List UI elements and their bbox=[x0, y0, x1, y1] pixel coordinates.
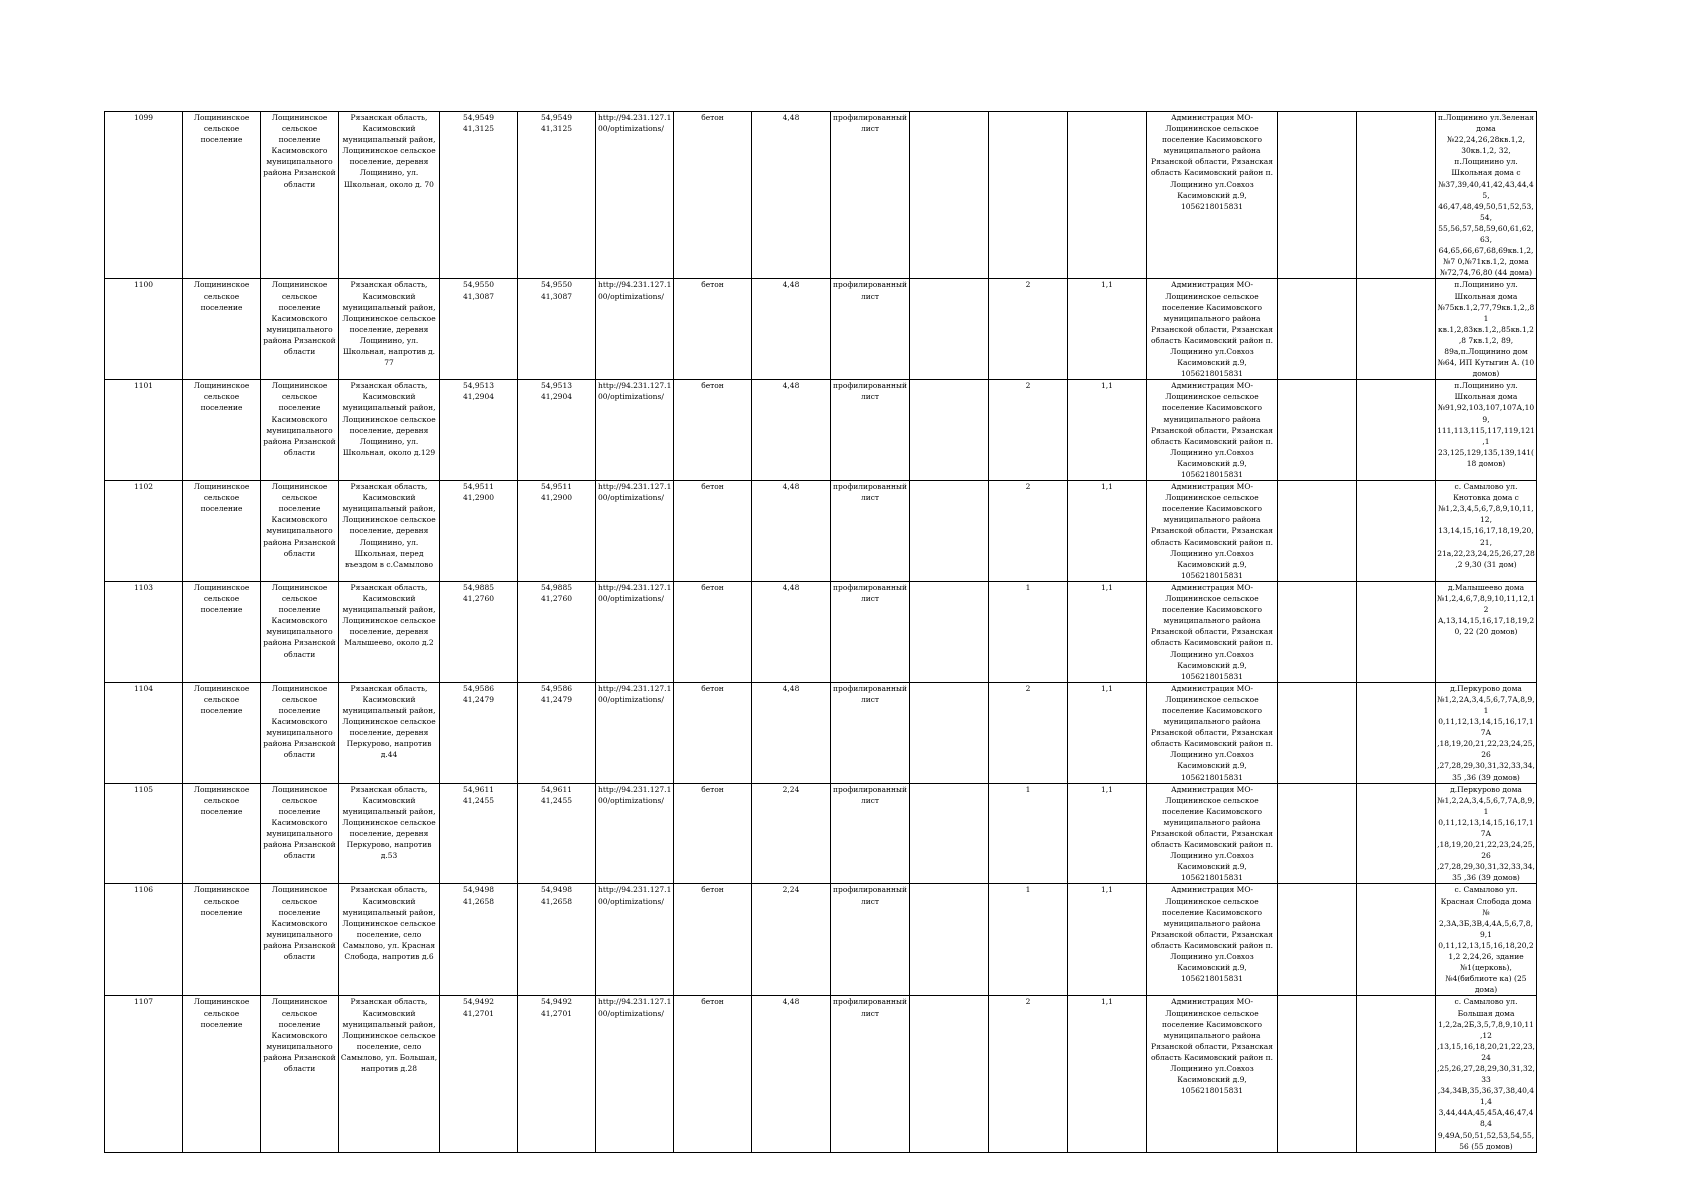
container-volume-cell: 1,1 bbox=[1068, 481, 1147, 582]
latitude-value: 54,9549 bbox=[462, 113, 494, 122]
latitude-value: 54,9511 bbox=[540, 482, 572, 492]
longitude-value: 41,2760 bbox=[540, 594, 572, 604]
owner-cell: Администрация МО-Лощининское сельское поселение Касимовского муниципального района Рязанской области, Рязанская область Касимовский район п. Лощинино ул.Совхоз Касимовский д.9, 1056218015831 bbox=[1147, 279, 1278, 380]
coordinates-cell bbox=[440, 380, 518, 481]
coordinates-cell bbox=[440, 481, 518, 582]
owner-cell: Администрация МО-Лощининское сельское поселение Касимовского муниципального района Рязанской области, Рязанская область Касимовский район п. Лощинино ул.Совхоз Касимовский д.9, 1056218015831 bbox=[1147, 884, 1278, 996]
empty-cell bbox=[1357, 884, 1436, 996]
container-volume-cell bbox=[1068, 112, 1147, 279]
latitude-value: 54,9611 bbox=[540, 784, 572, 794]
empty-cell bbox=[910, 112, 989, 279]
container-count-cell: 2 bbox=[989, 279, 1068, 380]
empty-cell bbox=[1278, 783, 1357, 884]
municipality-cell: Лощининское сельское поселение Касимовского муниципального района Рязанской области bbox=[261, 380, 339, 481]
longitude-value: 41,2701 bbox=[462, 1008, 494, 1018]
coordinates-cell bbox=[440, 112, 518, 279]
table-row bbox=[105, 581, 1537, 682]
settlement-cell: Лощининское сельское поселение bbox=[183, 682, 261, 783]
empty-cell bbox=[1278, 884, 1357, 996]
waste-sources-cell: с. Самылово ул. Большая дома 1,2,2а,2Б,3,5,7,8,9,10,11,12 ,13,15,16,18,20,21,22,23,24 ,25,26,27,28,29,30,31,32,33 ,34,34В,35,36,37,38,40,41,4 3,44,44А,45,45А,46,47,48,4 9,49А,50,51,52,53,54,55,56 (55 домов) bbox=[1437, 997, 1535, 1151]
container-volume-cell: 1,1 bbox=[1068, 581, 1147, 682]
longitude-value: 41,2479 bbox=[540, 694, 572, 704]
area-cell: 2,24 bbox=[752, 884, 831, 996]
empty-cell bbox=[1357, 682, 1436, 783]
owner-cell: Администрация МО-Лощининское сельское поселение Касимовского муниципального района Рязанской области, Рязанская область Касимовский район п. Лощинино ул.Совхоз Касимовский д.9, 1056218015831 bbox=[1147, 481, 1278, 582]
row-number: 1101 bbox=[105, 380, 183, 481]
empty-cell bbox=[1278, 380, 1357, 481]
latitude-value: 54,9885 bbox=[462, 582, 494, 592]
coordinates-cell bbox=[440, 884, 518, 996]
area-cell: 4,48 bbox=[752, 581, 831, 682]
address-cell: Рязанская область, Касимовский муниципальный район, Лощининское сельское поселение, село Самылово, ул. Красная Слобода, напротив д.6 bbox=[339, 884, 440, 996]
latitude-value: 54,9511 bbox=[462, 482, 494, 492]
container-count-cell: 2 bbox=[989, 996, 1068, 1152]
schedule-link-cell[interactable]: http://94.231.127.100/optimizations/ bbox=[596, 279, 674, 380]
owner-cell: Администрация МО-Лощининское сельское поселение Касимовского муниципального района Рязанской области, Рязанская область Касимовский район п. Лощинино ул.Совхоз Касимовский д.9, 1056218015831 bbox=[1147, 581, 1278, 682]
surface-type-cell: бетон bbox=[674, 279, 752, 380]
surface-type-cell: бетон bbox=[674, 581, 752, 682]
waste-sources-cell: с. Самылово ул. Кнотовка дома с №1,2,3,4,5,6,7,8,9,10,11,12, 13,14,15,16,17,18,19,20,21, 21а,22,23,24,25,26,27,28,2 9,30 (31 дом) bbox=[1436, 481, 1537, 582]
address-cell: Рязанская область, Касимовский муниципальный район, Лощининское сельское поселение, деревня Малышеево, около д.2 bbox=[339, 581, 440, 682]
latitude-value: 54,9586 bbox=[540, 683, 572, 693]
row-number: 1104 bbox=[105, 682, 183, 783]
empty-cell bbox=[1278, 682, 1357, 783]
coordinates-cell bbox=[440, 682, 518, 783]
latitude-value: 54,9492 bbox=[540, 997, 572, 1007]
row-number: 1099 bbox=[105, 112, 183, 279]
container-count-cell: 2 bbox=[989, 481, 1068, 582]
row-number: 1107 bbox=[105, 996, 183, 1152]
table-row bbox=[105, 996, 1537, 1152]
latitude-value: 54,9586 bbox=[462, 683, 494, 693]
empty-cell bbox=[1278, 481, 1357, 582]
municipality-cell: Лощининское сельское поселение Касимовского муниципального района Рязанской области bbox=[261, 581, 339, 682]
longitude-value: 41,2658 bbox=[462, 896, 494, 906]
fence-material-cell: профилированный лист bbox=[831, 783, 910, 884]
waste-sources-cell: п.Лощинино ул.Зеленая дома №22,24,26,28кв.1,2, 30кв.1,2, 32, п.Лощинино ул. Школьная дома с №37,39,40,41,42,43,44,45, 46,47,48,49,50,51,52,53,54, 55,56,57,58,59,60,61,62,63, 64,65,66,67,68,69кв.1,2,№7 0,№71кв.1,2, дома №72,74,76,80 (44 дома) bbox=[1436, 112, 1537, 279]
container-volume-cell: 1,1 bbox=[1068, 783, 1147, 884]
waste-sources-cell: д.Перкурово дома №1,2,2А,3,4,5,6,7,7А,8,9,1 0,11,12,13,14,15,16,17,17А ,18,19,20,21,22,23,24,25,26 ,27,28,29,30,31,32,33,34,35 ,36 (39 домов) bbox=[1437, 683, 1535, 782]
municipality-cell: Лощининское сельское поселение Касимовского муниципального района Рязанской области bbox=[261, 682, 339, 783]
coordinates-cell-2 bbox=[518, 112, 596, 279]
table-row bbox=[105, 112, 1537, 279]
schedule-link-cell[interactable]: http://94.231.127.100/optimizations/ bbox=[596, 783, 674, 884]
address-cell: Рязанская область, Касимовский муниципальный район, Лощининское сельское поселение, деревня Лощинино, ул. Школьная, напротив д. 77 bbox=[339, 279, 440, 380]
coordinates-cell-2 bbox=[518, 581, 596, 682]
container-volume-cell: 1,1 bbox=[1068, 682, 1147, 783]
empty-cell bbox=[1357, 279, 1436, 380]
empty-cell bbox=[1357, 481, 1436, 582]
fence-material-cell: профилированный лист bbox=[831, 112, 910, 279]
table-row bbox=[105, 279, 1537, 380]
surface-type-cell: бетон bbox=[674, 783, 752, 884]
longitude-value: 41,2701 bbox=[540, 1008, 572, 1018]
longitude-value: 41,2904 bbox=[462, 392, 494, 402]
coordinates-cell-2 bbox=[518, 996, 596, 1152]
empty-cell bbox=[910, 380, 989, 481]
container-count-cell: 1 bbox=[989, 581, 1068, 682]
latitude-value: 54,9498 bbox=[540, 885, 572, 895]
coordinates-cell-2 bbox=[518, 279, 596, 380]
area-cell: 4,48 bbox=[752, 996, 831, 1152]
table-row bbox=[105, 682, 1537, 783]
latitude-value: 54,9498 bbox=[462, 885, 494, 895]
longitude-value: 41,2904 bbox=[540, 392, 572, 402]
row-number: 1103 bbox=[105, 581, 183, 682]
surface-type-cell: бетон bbox=[674, 884, 752, 996]
municipality-cell: Лощининское сельское поселение Касимовского муниципального района Рязанской области bbox=[261, 112, 339, 279]
container-count-cell: 2 bbox=[989, 682, 1068, 783]
empty-cell bbox=[1357, 380, 1436, 481]
longitude-value: 41,3087 bbox=[540, 291, 572, 301]
coordinates-cell-2 bbox=[518, 783, 596, 884]
container-volume-cell: 1,1 bbox=[1068, 996, 1147, 1152]
empty-cell bbox=[910, 581, 989, 682]
coordinates-cell bbox=[440, 279, 518, 380]
empty-cell bbox=[1357, 783, 1436, 884]
latitude-value: 54,9550 bbox=[462, 280, 494, 290]
container-volume-cell: 1,1 bbox=[1068, 279, 1147, 380]
waste-sources-cell: д.Малышеево дома №1,2,4,6,7,8,9,10,11,12,12 А,13,14,15,16,17,18,19,20, 22 (20 домов) bbox=[1436, 581, 1537, 682]
container-count-cell bbox=[989, 112, 1068, 279]
municipality-cell: Лощининское сельское поселение Касимовского муниципального района Рязанской области bbox=[261, 481, 339, 582]
container-volume-cell: 1,1 bbox=[1068, 884, 1147, 996]
table-row bbox=[105, 783, 1537, 884]
waste-sources-cell: д.Перкурово дома №1,2,2А,3,4,5,6,7,7А,8,9,1 0,11,12,13,14,15,16,17,17А ,18,19,20,21,22,23,24,25,26 ,27,28,29,30,31,32,33,34,35 ,36 (39 домов) bbox=[1437, 784, 1535, 883]
empty-cell bbox=[910, 884, 989, 996]
longitude-value: 41,3087 bbox=[462, 291, 494, 301]
municipality-cell: Лощининское сельское поселение Касимовского муниципального района Рязанской области bbox=[261, 279, 339, 380]
row-number: 1102 bbox=[105, 481, 183, 582]
waste-sources-cell: п.Лощинино ул. Школьная дома №75кв.1,2,77,79кв.1,2,,81 кв.1,2,83кв.1,2,,85кв.1,2,8 7кв.1,2, 89, 89а,п.Лощинино дом №64, ИП Кутыгин А. (10 домов) bbox=[1436, 279, 1537, 380]
settlement-cell: Лощининское сельское поселение bbox=[183, 996, 261, 1152]
latitude-value: 54,9513 bbox=[462, 381, 494, 391]
fence-material-cell: профилированный лист bbox=[831, 581, 910, 682]
settlement-cell: Лощининское сельское поселение bbox=[183, 279, 261, 380]
waste-sources-cell: п.Лощинино ул. Школьная дома №91,92,103,107,107А,109, 111,113,115,117,119,121,1 23,125,129,135,139,141(18 домов) bbox=[1436, 380, 1537, 481]
area-cell: 4,48 bbox=[752, 380, 831, 481]
empty-cell bbox=[910, 481, 989, 582]
longitude-value: 41,2455 bbox=[540, 795, 572, 805]
surface-type-cell: бетон bbox=[674, 682, 752, 783]
row-number: 1100 bbox=[105, 279, 183, 380]
longitude-value: 41,2900 bbox=[462, 493, 494, 503]
owner-cell: Администрация МО-Лощининское сельское поселение Касимовского муниципального района Рязанской области, Рязанская область Касимовский район п. Лощинино ул.Совхоз Касимовский д.9, 1056218015831 bbox=[1147, 112, 1278, 279]
address-cell: Рязанская область, Касимовский муниципальный район, Лощининское сельское поселение, деревня Перкурово, напротив д.53 bbox=[339, 783, 440, 884]
address-cell: Рязанская область, Касимовский муниципальный район, Лощининское сельское поселение, деревня Лощинино, ул. Школьная, около д.129 bbox=[339, 380, 440, 481]
waste-sources-cell: с. Самылово ул. Красная Слобода дома № 2,3А,3Б,3В,4,4А,5,6,7,8,9,1 0,11,12,13,15,16,18,20,21,2 2,24,26, здание №1(церковь),№4(библиоте ка) (25 дома) bbox=[1436, 884, 1537, 996]
owner-cell: Администрация МО-Лощининское сельское поселение Касимовского муниципального района Рязанской области, Рязанская область Касимовский район п. Лощинино ул.Совхоз Касимовский д.9, 1056218015831 bbox=[1147, 682, 1278, 783]
address-cell: Рязанская область, Касимовский муниципальный район, Лощининское сельское поселение, деревня Перкурово, напротив д.44 bbox=[339, 682, 440, 783]
latitude-value: 54,9550 bbox=[540, 280, 572, 290]
longitude-value: 41,3125 bbox=[462, 124, 494, 134]
owner-cell: Администрация МО-Лощининское сельское поселение Касимовского муниципального района Рязанской области, Рязанская область Касимовский район п. Лощинино ул.Совхоз Касимовский д.9, 1056218015831 bbox=[1147, 783, 1278, 884]
area-cell: 2,24 bbox=[752, 783, 831, 884]
empty-cell bbox=[1278, 279, 1357, 380]
empty-cell bbox=[910, 783, 989, 884]
settlement-cell: Лощининское сельское поселение bbox=[183, 380, 261, 481]
longitude-value: 41,2479 bbox=[462, 694, 494, 704]
fence-material-cell: профилированный лист bbox=[831, 279, 910, 380]
fence-material-cell: профилированный лист bbox=[831, 380, 910, 481]
coordinates-cell bbox=[440, 581, 518, 682]
municipality-cell: Лощининское сельское поселение Касимовского муниципального района Рязанской области bbox=[261, 996, 339, 1152]
address-cell: Рязанская область, Касимовский муниципальный район, Лощининское сельское поселение, село Самылово, ул. Большая, напротив д.28 bbox=[339, 996, 440, 1152]
address-cell: Рязанская область, Касимовский муниципальный район, Лощининское сельское поселение, деревня Лощинино, ул. Школьная, около д. 70 bbox=[339, 112, 440, 279]
address-cell: Рязанская область, Касимовский муниципальный район, Лощининское сельское поселение, деревня Лощинино, ул. Школьная, перед въездом в с.Самылово bbox=[339, 481, 440, 582]
registry-table-body bbox=[105, 112, 1537, 1153]
longitude-value: 41,2900 bbox=[540, 493, 572, 503]
area-cell: 4,48 bbox=[752, 279, 831, 380]
schedule-link-cell[interactable]: http://94.231.127.100/optimizations/ bbox=[596, 112, 674, 279]
row-number: 1106 bbox=[105, 884, 183, 996]
coordinates-cell bbox=[440, 783, 518, 884]
surface-type-cell: бетон bbox=[674, 380, 752, 481]
settlement-cell: Лощининское сельское поселение bbox=[183, 783, 261, 884]
container-count-cell: 1 bbox=[989, 884, 1068, 996]
municipality-cell: Лощининское сельское поселение Касимовского муниципального района Рязанской области bbox=[261, 884, 339, 996]
settlement-cell: Лощининское сельское поселение bbox=[183, 481, 261, 582]
schedule-link-cell[interactable]: http://94.231.127.100/optimizations/ bbox=[596, 996, 674, 1152]
table-row bbox=[105, 481, 1537, 582]
table-row bbox=[105, 380, 1537, 481]
surface-type-cell: бетон bbox=[674, 996, 752, 1152]
empty-cell bbox=[1357, 112, 1436, 279]
fence-material-cell: профилированный лист bbox=[831, 682, 910, 783]
coordinates-cell-2 bbox=[518, 380, 596, 481]
municipality-cell: Лощининское сельское поселение Касимовского муниципального района Рязанской области bbox=[261, 783, 339, 884]
registry-table bbox=[104, 111, 1537, 1153]
empty-cell bbox=[910, 279, 989, 380]
owner-cell: Администрация МО-Лощининское сельское поселение Касимовского муниципального района Рязанской области, Рязанская область Касимовский район п. Лощинино ул.Совхоз Касимовский д.9, 1056218015831 bbox=[1147, 380, 1278, 481]
schedule-link-cell[interactable]: http://94.231.127.100/optimizations/ bbox=[596, 481, 674, 582]
container-volume-cell: 1,1 bbox=[1068, 380, 1147, 481]
empty-cell bbox=[910, 682, 989, 783]
latitude-value: 54,9885 bbox=[540, 582, 572, 592]
empty-cell bbox=[1278, 581, 1357, 682]
empty-cell bbox=[1278, 996, 1357, 1152]
coordinates-cell-2 bbox=[518, 682, 596, 783]
area-cell: 4,48 bbox=[752, 112, 831, 279]
coordinates-cell-2 bbox=[518, 884, 596, 996]
empty-cell bbox=[1278, 112, 1357, 279]
longitude-value: 41,3125 bbox=[540, 124, 572, 134]
latitude-value: 54,9513 bbox=[540, 381, 572, 391]
latitude-value: 54,9611 bbox=[462, 784, 494, 794]
settlement-cell: Лощининское сельское поселение bbox=[183, 581, 261, 682]
surface-type-cell: бетон bbox=[674, 112, 752, 279]
fence-material-cell: профилированный лист bbox=[831, 481, 910, 582]
area-cell: 4,48 bbox=[752, 481, 831, 582]
fence-material-cell: профилированный лист bbox=[831, 996, 910, 1152]
schedule-link-cell[interactable]: http://94.231.127.100/optimizations/ bbox=[596, 884, 674, 996]
table-row bbox=[105, 884, 1537, 996]
fence-material-cell: профилированный лист bbox=[831, 884, 910, 996]
latitude-value: 54,9492 bbox=[462, 997, 494, 1007]
surface-type-cell: бетон bbox=[674, 481, 752, 582]
longitude-value: 41,2455 bbox=[462, 795, 494, 805]
coordinates-cell bbox=[440, 996, 518, 1152]
schedule-link-cell[interactable]: http://94.231.127.100/optimizations/ bbox=[596, 682, 674, 783]
settlement-cell: Лощининское сельское поселение bbox=[183, 112, 261, 279]
container-count-cell: 1 bbox=[989, 783, 1068, 884]
schedule-link-cell[interactable]: http://94.231.127.100/optimizations/ bbox=[596, 581, 674, 682]
schedule-link-cell[interactable]: http://94.231.127.100/optimizations/ bbox=[596, 380, 674, 481]
longitude-value: 41,2760 bbox=[462, 594, 494, 604]
longitude-value: 41,2658 bbox=[540, 896, 572, 906]
area-cell: 4,48 bbox=[752, 682, 831, 783]
row-number: 1105 bbox=[105, 783, 183, 884]
owner-cell: Администрация МО-Лощининское сельское поселение Касимовского муниципального района Рязанской области, Рязанская область Касимовский район п. Лощинино ул.Совхоз Касимовский д.9, 1056218015831 bbox=[1147, 996, 1278, 1152]
container-count-cell: 2 bbox=[989, 380, 1068, 481]
coordinates-cell-2 bbox=[518, 481, 596, 582]
empty-cell bbox=[1357, 996, 1436, 1152]
empty-cell bbox=[910, 996, 989, 1152]
latitude-value: 54,9549 bbox=[540, 113, 572, 122]
settlement-cell: Лощининское сельское поселение bbox=[183, 884, 261, 996]
empty-cell bbox=[1357, 581, 1436, 682]
